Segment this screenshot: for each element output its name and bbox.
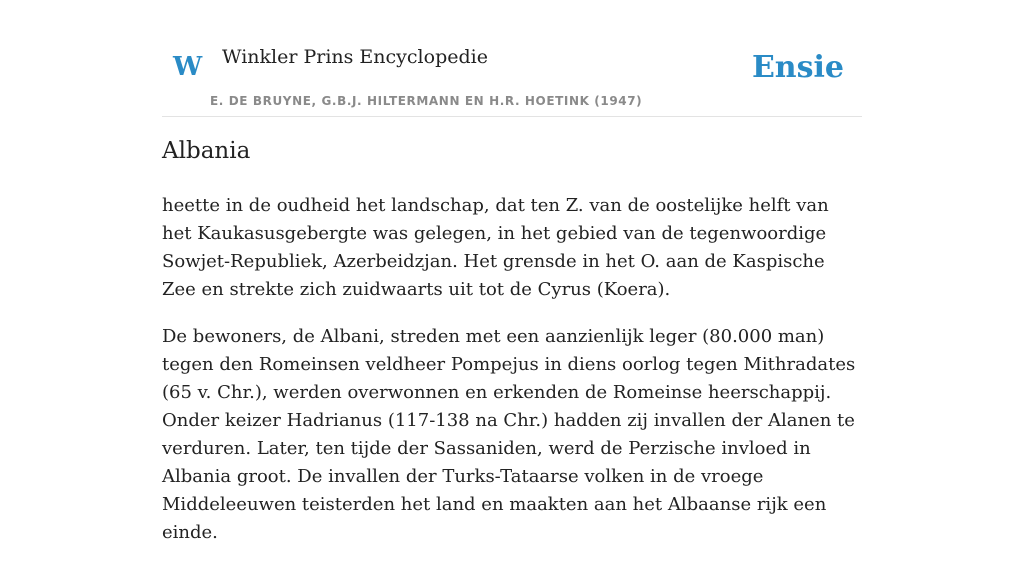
page xyxy=(162,0,862,543)
article-body xyxy=(162,192,862,566)
article-title: Albania xyxy=(162,138,251,164)
winkler-prins-logo[interactable]: W xyxy=(173,52,203,82)
header xyxy=(162,0,862,117)
publication-authors: E. DE BRUYNE, G.B.J. HILTERMANN EN H.R. HOETINK (1947) xyxy=(210,94,643,108)
article-paragraph: De bewoners, de Albani, streden met een aanzienlijk leger (80.000 man) tegen den Romeinsen veldheer Pompejus in diens oorlog tegen Mithradates (65 v. Chr.), werden overwonnen en erkenden de Romeinse heerschappij. Onder keizer Hadrianus (117-138 na Chr.) hadden zij invallen der Alanen te verduren. Later, ten tijde der Sassaniden, werd de Perzische invloed in Albania groot. De invallen der Turks-Tataarse volken in de vroege Middeleeuwen teisterden het land en maakten aan het Albaanse rijk een einde. xyxy=(162,326,856,543)
article-paragraph: heette in de oudheid het landschap, dat ten Z. van de oostelijke helft van het Kaukasusgebergte was gelegen, in het gebied van de tegenwoordige Sowjet-Republiek, Azerbeidzjan. Het grensde in het O. aan de Kaspische Zee en strekte zich zuidwaarts uit tot de Cyrus (Koera). xyxy=(162,195,829,300)
publication-title[interactable]: Winkler Prins Encyclopedie xyxy=(222,46,488,68)
ensie-logo[interactable]: Ensie xyxy=(751,50,844,85)
